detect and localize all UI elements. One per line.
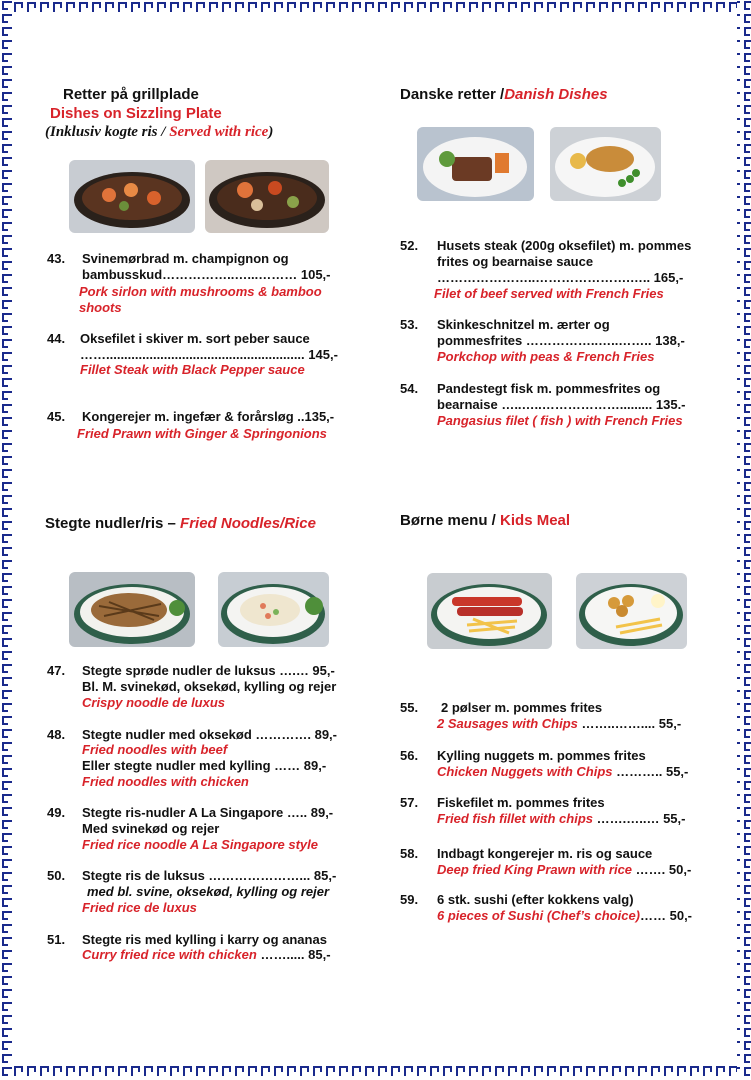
sizzling-title-english: Dishes on Sizzling Plate (50, 105, 222, 122)
dish-number: 50. (47, 868, 66, 883)
dish-name-english: Crispy noodle de luxus (82, 695, 226, 710)
dish-name-danish: ……....................................................... 145,- (80, 347, 338, 362)
dish-name-danish: Stegte sprøde nudler de luksus ….… 95,- (82, 663, 335, 678)
dish-number: 55. (400, 700, 419, 715)
dish-name-danish: Svinemørbrad m. champignon og (82, 251, 289, 266)
sizzling-title-danish: Retter på grillplade (63, 86, 199, 103)
dish-name-english-with-price: 6 pieces of Sushi (Chef’s choice)…… 50,- (437, 908, 693, 923)
dish-name-danish: Oksefilet i skiver m. sort peber sauce (80, 331, 310, 346)
dish-number: 58. (400, 846, 419, 861)
dish-name-english: Fried noodles with beef (82, 742, 228, 757)
danish-dish-photo-1 (417, 127, 534, 201)
dish-number: 56. (400, 748, 419, 763)
sizzling-plate-photo-1 (69, 160, 195, 233)
dish-name-danish: bearnaise …..…..………………......... 135.- (437, 397, 686, 412)
dish-number: 52. (400, 238, 419, 253)
noodles-photo-1 (69, 572, 195, 647)
dish-name-danish: Fiskefilet m. pommes frites (437, 795, 605, 810)
dish-description: med bl. svine, oksekød, kylling og rejer (87, 884, 330, 899)
dish-name-english-with-price: Chicken Nuggets with Chips ……….. 55,- (437, 764, 689, 779)
noodles-photo-2 (218, 572, 329, 647)
danish-title: Danske retter /Danish Dishes (400, 86, 608, 103)
dish-name-danish: 2 pølser m. pommes frites (441, 700, 603, 715)
dish-name-danish: Stegte ris med kylling i karry og ananas (82, 932, 327, 947)
dish-name-english-with-price: Fried fish fillet with chips …….…..… 55,- (437, 811, 686, 826)
dish-number: 54. (400, 381, 419, 396)
dish-number: 57. (400, 795, 419, 810)
dish-name-danish: Husets steak (200g oksefilet) m. pommes (437, 238, 692, 253)
dish-name-english-with-price: Deep fried King Prawn with rice ……. 50,- (437, 862, 692, 877)
dish-number: 45. (47, 409, 66, 424)
dish-number: 49. (47, 805, 66, 820)
dish-name-danish: Indbagt kongerejer m. ris og sauce (437, 846, 653, 861)
dish-name-english: Fried noodles with chicken (82, 774, 249, 789)
dish-number: 59. (400, 892, 419, 907)
dish-name-danish: Skinkeschnitzel m. ærter og (437, 317, 610, 332)
dish-name-english: Fillet Steak with Black Pepper sauce (80, 362, 305, 377)
dish-number: 48. (47, 727, 66, 742)
dish-name-danish: Kongerejer m. ingefær & forårsløg ..135,- (82, 409, 335, 424)
dish-number: 51. (47, 932, 66, 947)
dish-price-line: …………………..………………….….. 165,- (437, 270, 684, 285)
dish-name-danish: Kylling nuggets m. pommes frites (437, 748, 646, 763)
kids-meal-photo-2 (576, 573, 687, 649)
kids-title: Børne menu / Kids Meal (400, 512, 571, 529)
danish-dish-photo-2 (550, 127, 661, 201)
dish-name-danish: Bl. M. svinekød, oksekød, kylling og rejer (82, 679, 337, 694)
noodles-title: Stegte nudler/ris – Fried Noodles/Rice (45, 515, 316, 532)
dish-name-danish: Pandestegt fisk m. pommesfrites og (437, 381, 661, 396)
dish-name-english: Pangasius filet ( fish ) with French Fries (437, 413, 683, 428)
dish-name-danish: pommesfrites ……………..…..…….. 138,- (437, 333, 685, 348)
dish-name-english: shoots (79, 300, 122, 315)
dish-name-danish: Med svinekød og rejer (82, 821, 220, 836)
kids-meal-photo-1 (427, 573, 552, 649)
dish-name-english: Fried rice noodle A La Singapore style (82, 837, 318, 852)
dish-name-english-with-price: 2 Sausages with Chips ……..…….... 55,- (437, 716, 682, 731)
dish-number: 44. (47, 331, 66, 346)
sizzling-note: (Inklusiv kogte ris / Served with rice) (45, 124, 274, 140)
dish-name-danish: bambusskud……………..…...……… 105,- (82, 267, 331, 282)
dish-name-danish: 6 stk. sushi (efter kokkens valg) (437, 892, 634, 907)
dish-number: 47. (47, 663, 66, 678)
dish-name-danish: Eller stegte nudler med kylling …… 89,- (82, 758, 327, 773)
dish-name-english: Filet of beef served with French Fries (434, 286, 664, 301)
dish-name-english-with-price: Curry fried rice with chicken ……..... 85,- (82, 947, 331, 962)
dish-name-danish: Stegte ris-nudler A La Singapore ….. 89,- (82, 805, 334, 820)
dish-name-english: Pork sirlon with mushrooms & bamboo (79, 284, 322, 299)
dish-number: 53. (400, 317, 419, 332)
dish-name-english: Fried Prawn with Ginger & Springonions (77, 426, 327, 441)
dish-name-danish: frites og bearnaise sauce (437, 254, 594, 269)
dish-name-english: Fried rice de luxus (82, 900, 197, 915)
dish-name-english: Porkchop with peas & French Fries (437, 349, 655, 364)
sizzling-plate-photo-2 (205, 160, 329, 233)
dish-name-danish: Stegte nudler med oksekød …………. 89,- (82, 727, 337, 742)
dish-name-danish: Stegte ris de luksus …………………... 85,- (82, 868, 337, 883)
dish-number: 43. (47, 251, 66, 266)
